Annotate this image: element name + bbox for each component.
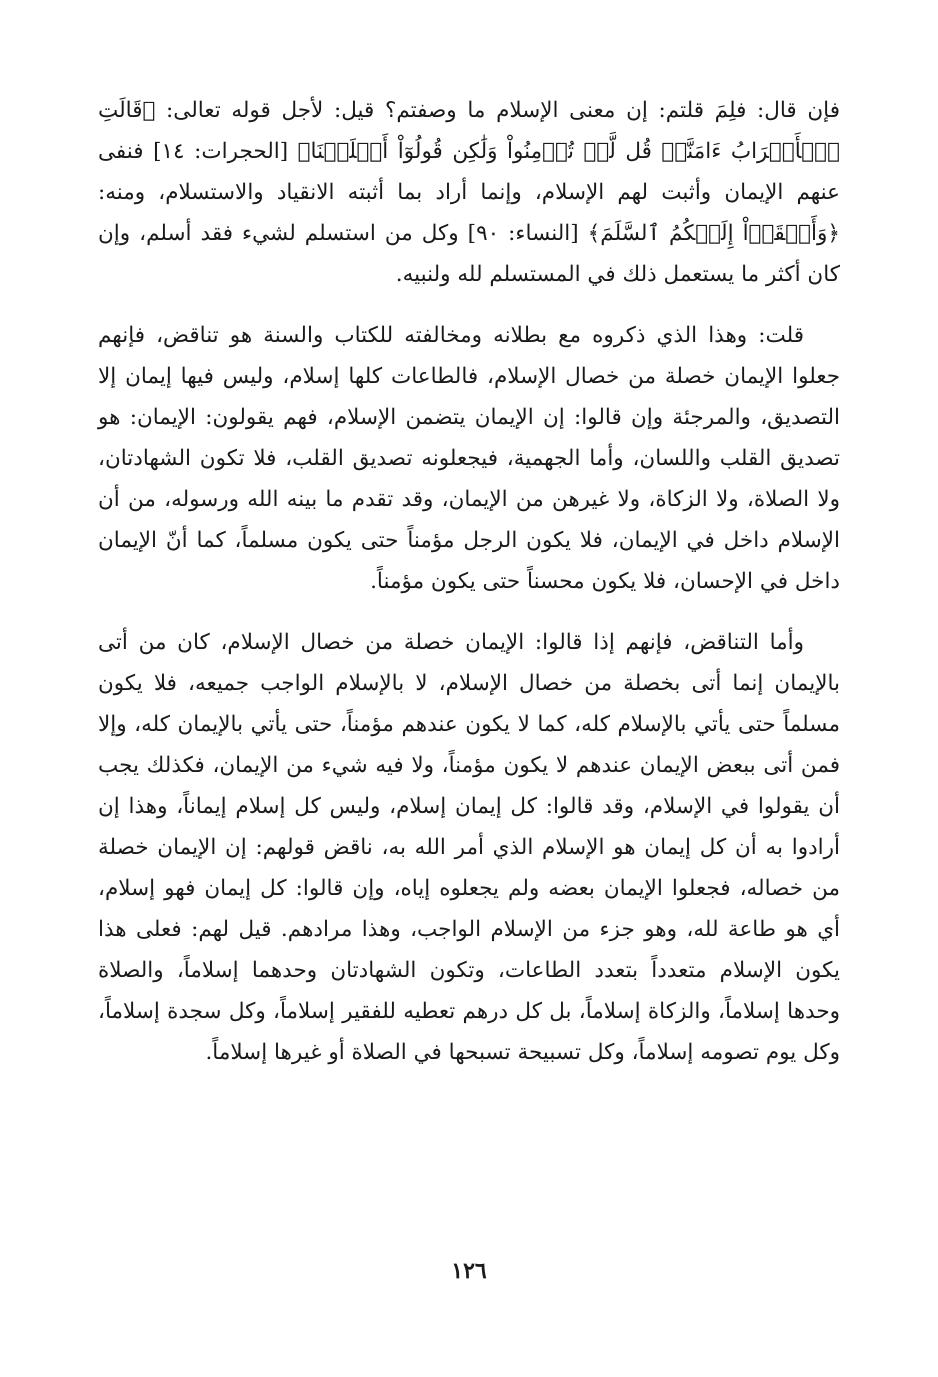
paragraph-2: قلت: وهذا الذي ذكروه مع بطلانه ومخالفته للكتاب والسنة هو تناقض، فإنهم جعلوا الإيمان خصلة من خصال الإسلام، فالطاعات كلها إسلام، وليس فيها إيمان إلا التصديق، والمرجئة وإن قالوا: إن الإيمان يتضمن الإسلام، فهم يقولون: الإيمان: هو تصديق القلب واللسان، وأما الجهمية، فيجعلونه تصديق القلب، فلا تكون الشهادتان، ولا الصلاة، ولا الزكاة، ولا غيرهن من الإيمان، وقد تقدم ما بينه الله ورسوله، من أن الإسلام داخل في الإيمان، فلا يكون الرجل مؤمناً حتى يكون مسلماً، كما أنّ الإيمان داخل في الإحسان، فلا يكون محسناً حتى يكون مؤمناً. [98,323,840,594]
paragraph-3: وأما التناقض، فإنهم إذا قالوا: الإيمان خصلة من خصال الإسلام، كان من أتى بالإيمان إنما أتى بخصلة من خصال الإسلام، لا بالإسلام الواجب جميعه، فلا يكون مسلماً حتى يأتي بالإسلام كله، كما لا يكون عندهم مؤمناً، حتى يأتي بالإيمان كله، وإلا فمن أتى ببعض الإيمان عندهم لا يكون مؤمناً، ولا فيه شيء من الإيمان، فكذلك يجب أن يقولوا في الإسلام، وقد قالوا: كل إيمان إسلام، وليس كل إسلام إيماناً، وهذا إن أرادوا به أن كل إيمان هو الإسلام الذي أمر الله به، ناقض قولهم: إن الإيمان خصلة من خصاله، فجعلوا الإيمان بعضه ولم يجعلوه إياه، وإن قالوا: كل إيمان فهو إسلام، أي هو طاعة لله، وهو جزء من الإسلام الواجب، وهذا مرادهم. قيل لهم: فعلى هذا يكون الإسلام متعدداً بتعدد الطاعات، وتكون الشهادتان وحدهما إسلاماً، والصلاة وحدها إسلاماً، والزكاة إسلاماً، بل كل درهم تعطيه للفقير إسلاماً، وكل سجدة إسلاماً، وكل يوم تصومه إسلاماً، وكل تسبيحة تسبحها في الصلاة أو غيرها إسلاماً. [98,630,840,1065]
paragraph-1: فإن قال: فلِمَ قلتم: إن معنى الإسلام ما وصفتم؟ قيل: لأجل قوله تعالى: ﴿قَالَتِ ٱلۡأَعۡرَابُ ءَامَنَّاۖ قُل لَّمۡ تُؤۡمِنُواْ وَلَٰكِن قُولُوٓاْ أَسۡلَمۡنَا﴾ [الحجرات: ١٤] فنفى عنهم الإيمان وأثبت لهم الإسلام، وإنما أراد بما أثبته الانقياد والاستسلام، ومنه: ﴿وَأَلۡقَوۡاْ إِلَيۡكُمُ ٱلسَّلَمَ﴾ [النساء: ٩٠] وكل من استسلم لشيء فقد أسلم، وإن كان أكثر ما يستعمل ذلك في المستسلم لله ولنبيه. [98,98,840,287]
page-number: ١٢٦ [451,1258,487,1284]
